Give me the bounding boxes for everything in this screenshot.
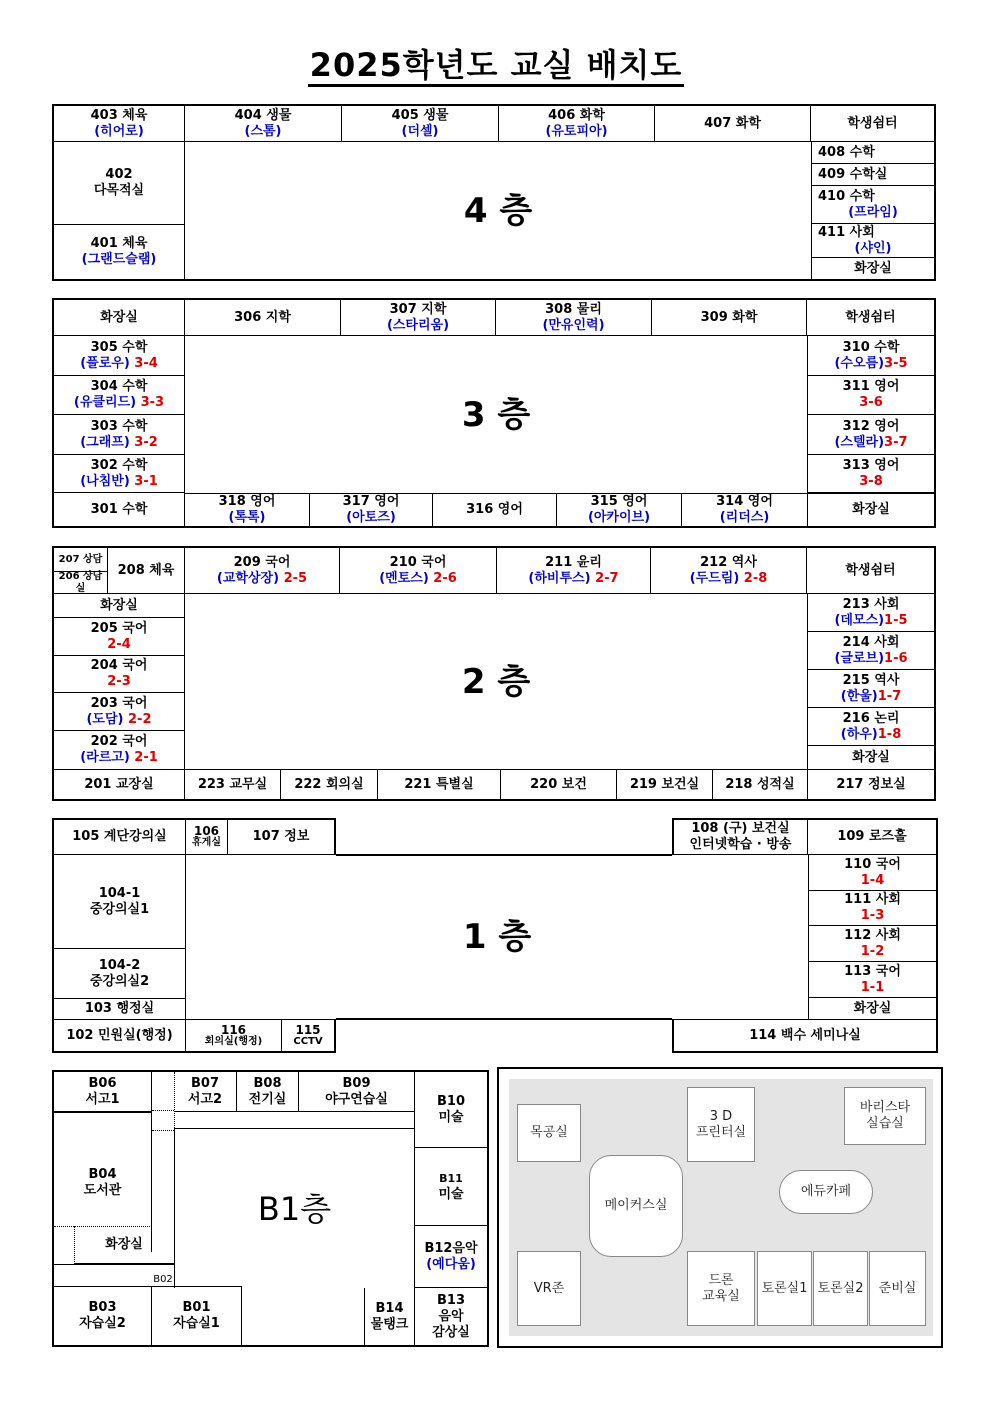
room-b09: B09 야구연습실 <box>299 1072 414 1112</box>
room-202: 202 국어 (라르고) 2-1 <box>54 731 185 769</box>
room-303: 303 수학 (그래프) 3-2 <box>54 415 185 455</box>
room-317: 317 영어 (아토즈) <box>310 493 433 526</box>
room-102: 102 민원실(행정) <box>52 1019 186 1053</box>
floor-1-label: 1 층 <box>462 917 532 957</box>
room-213: 213 사회 (데모스)1-5 <box>807 594 934 632</box>
corridor-stair-dots <box>152 1072 175 1130</box>
room-113: 113 국어 1-1 <box>808 962 938 998</box>
room-404: 404 생물 (스톰) <box>185 106 342 142</box>
room-116: 116 회의실(행정) <box>186 1019 282 1053</box>
restroom-4f: 화장실 <box>811 258 934 279</box>
floor-2-label: 2 층 <box>461 661 531 702</box>
restroom-3f-bottom: 화장실 <box>807 493 934 526</box>
room-107: 107 정보 <box>228 818 336 855</box>
room-301: 301 수학 <box>54 493 185 526</box>
room-104-2: 104-2 중강의실2 <box>52 949 186 999</box>
room-201: 201 교장실 <box>54 769 185 799</box>
room-314: 314 영어 (리더스) <box>682 493 807 526</box>
corridor-bottom-line <box>336 1018 672 1020</box>
room-211: 211 윤리 (하비투스) 2-7 <box>497 548 651 594</box>
restroom-b1: 화장실 <box>74 1226 174 1264</box>
room-217: 217 정보실 <box>807 769 934 799</box>
room-210: 210 국어 (멘토스) 2-6 <box>340 548 497 594</box>
room-216: 216 논리 (하우)1-8 <box>807 708 934 746</box>
room-219: 219 보건실 <box>617 769 713 799</box>
room-304: 304 수학 (유클리드) 3-3 <box>54 376 185 415</box>
b-dots-mid2 <box>152 1130 174 1131</box>
room-b08: B08 전기실 <box>237 1072 299 1112</box>
room-woodworking: 목공실 <box>517 1104 581 1162</box>
room-114: 114 백수 세미나실 <box>672 1019 938 1053</box>
room-403: 403 체육 (히어로) <box>54 106 185 142</box>
restroom-1f: 화장실 <box>808 998 938 1019</box>
restroom-3f-top: 화장실 <box>54 300 185 336</box>
room-310: 310 수학 (수오름)3-5 <box>807 336 934 376</box>
room-209: 209 국어 (교학상장) 2-5 <box>185 548 340 594</box>
room-312: 312 영어 (스텔라)3-7 <box>807 415 934 455</box>
room-402: 402 다목적실 <box>54 142 185 225</box>
b-dots-mid <box>152 1110 174 1111</box>
room-318: 318 영어 (톡톡) <box>185 493 310 526</box>
room-106: 106 휴게실 <box>186 818 228 855</box>
room-103: 103 행정실 <box>52 999 186 1019</box>
room-405: 405 생물 (더셀) <box>342 106 499 142</box>
room-204: 204 국어 2-3 <box>54 656 185 693</box>
room-109: 109 로즈홀 <box>808 818 938 855</box>
floor-3-plan <box>52 298 936 528</box>
room-206: 206 상담실 <box>54 572 108 594</box>
room-214: 214 사회 (글로브)1-6 <box>807 632 934 670</box>
room-b04: B04 도서관 <box>54 1112 152 1252</box>
floor-2-plan <box>52 546 936 801</box>
room-302: 302 수학 (나침반) 3-1 <box>54 455 185 493</box>
room-115: 115 CCTV <box>282 1019 336 1053</box>
room-313: 313 영어 3-8 <box>807 455 934 493</box>
room-309: 309 화학 <box>652 300 807 336</box>
floor-1-plan <box>52 818 938 1053</box>
student-shelter-4f: 학생쉼터 <box>811 106 934 142</box>
b02-line <box>54 1264 174 1265</box>
room-223: 223 교무실 <box>185 769 281 799</box>
room-307: 307 지학 (스타리움) <box>341 300 496 336</box>
room-410: 410 수학 (프라임) <box>811 186 934 224</box>
room-debate-1: 토론실1 <box>757 1251 812 1326</box>
room-108: 108 (구) 보건실 인터넷학습 · 방송 <box>672 818 808 855</box>
room-3d-printer: 3 D 프린터실 <box>687 1087 755 1162</box>
room-205: 205 국어 2-4 <box>54 618 185 656</box>
room-110: 110 국어 1-4 <box>808 855 938 891</box>
makerspace-plan <box>497 1067 943 1348</box>
room-409: 409 수학실 <box>811 164 934 186</box>
room-111: 111 사회 1-3 <box>808 891 938 926</box>
room-311: 311 영어 3-6 <box>807 376 934 415</box>
room-barista: 바리스타 실습실 <box>844 1087 926 1145</box>
room-b07: B07 서고2 <box>174 1072 237 1112</box>
room-308: 308 물리 (만유인력) <box>496 300 652 336</box>
room-b13: B13 음악 감상실 <box>414 1288 487 1345</box>
restroom-2f-right: 화장실 <box>807 746 934 769</box>
student-shelter-2f: 학생쉼터 <box>807 548 934 594</box>
room-b10: B10 미술 <box>414 1072 487 1148</box>
room-306: 306 지학 <box>185 300 341 336</box>
room-220: 220 보건 <box>501 769 617 799</box>
room-b01: B01 자습실1 <box>152 1286 242 1345</box>
room-b14: B14 물탱크 <box>364 1288 414 1345</box>
room-makers: 메이커스실 <box>589 1155 683 1257</box>
room-b11: B11 미술 <box>414 1148 487 1226</box>
floor-4-plan <box>52 104 936 281</box>
room-b06: B06 서고1 <box>54 1072 152 1112</box>
room-406: 406 화학 (유토피아) <box>499 106 655 142</box>
room-drone: 드론 교육실 <box>687 1251 755 1326</box>
room-112: 112 사회 1-2 <box>808 926 938 962</box>
room-315: 315 영어 (아카이브) <box>557 493 682 526</box>
room-218: 218 성적실 <box>713 769 807 799</box>
room-207: 207 상담 <box>54 548 108 572</box>
room-408: 408 수학 <box>811 142 934 164</box>
room-b12: B12음악 (예다움) <box>414 1226 487 1288</box>
room-educafe: 에듀카페 <box>779 1170 873 1214</box>
room-305: 305 수학 (플로우) 3-4 <box>54 336 185 376</box>
floor-b1-plan <box>52 1070 489 1347</box>
room-b02: B02 <box>153 1274 173 1285</box>
room-222: 222 회의실 <box>281 769 378 799</box>
room-215: 215 역사 (한울)1-7 <box>807 670 934 708</box>
room-vr-zone: VR존 <box>517 1251 581 1326</box>
room-316: 316 영어 <box>433 493 557 526</box>
room-prep: 준비실 <box>869 1251 926 1326</box>
room-411: 411 사회 (샤인) <box>811 224 934 258</box>
restroom-2f-left: 화장실 <box>54 594 185 618</box>
room-debate-2: 토론실2 <box>813 1251 868 1326</box>
floor-b1-label: B1층 <box>257 1189 332 1228</box>
room-221: 221 특별실 <box>378 769 501 799</box>
room-401: 401 체육 (그랜드슬램) <box>54 225 185 279</box>
room-104-1: 104-1 중강의실1 <box>52 855 186 949</box>
floor-3-label: 3 층 <box>461 394 531 435</box>
room-407: 407 화학 <box>655 106 811 142</box>
student-shelter-3f: 학생쉼터 <box>807 300 934 336</box>
room-203: 203 국어 (도담) 2-2 <box>54 693 185 731</box>
room-208: 208 체육 <box>108 548 185 594</box>
page-title: 2025학년도 교실 배치도 <box>0 40 992 86</box>
room-105: 105 계단강의실 <box>52 818 186 855</box>
floor-4-label: 4 층 <box>463 190 533 231</box>
room-b03: B03 자습실2 <box>54 1286 152 1345</box>
room-212: 212 역사 (두드림) 2-8 <box>651 548 807 594</box>
